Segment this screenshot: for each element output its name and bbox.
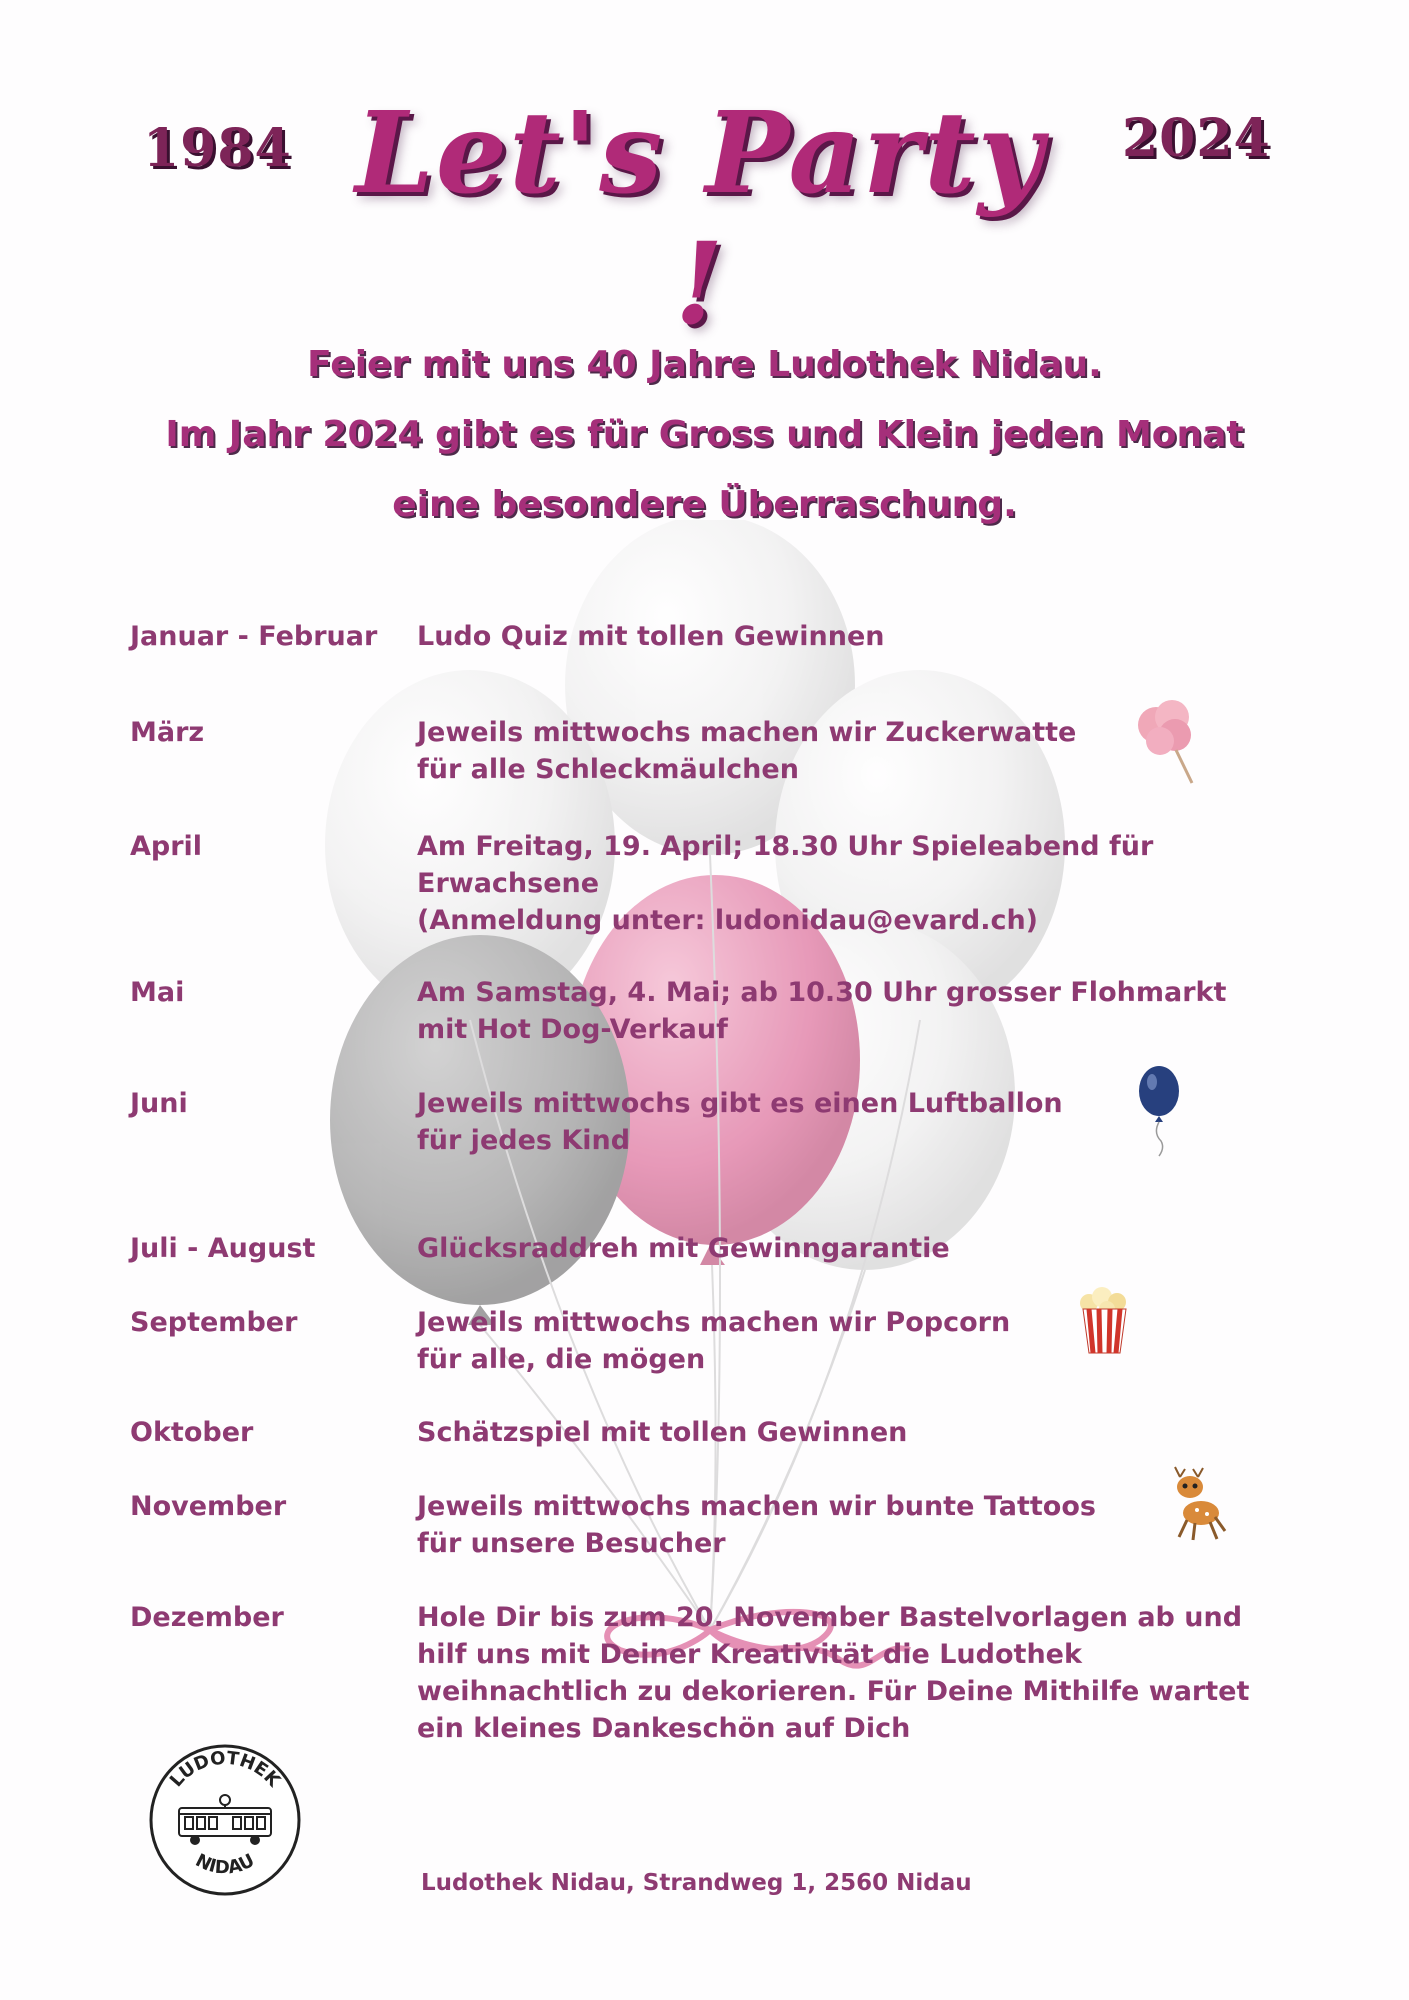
event-description xyxy=(417,1414,1267,1451)
event-line: für alle Schleckmäulchen xyxy=(417,754,799,785)
logo-bottom-text: NIDAU xyxy=(192,1849,258,1879)
intro-line-1: Feier mit uns 40 Jahre Ludothek Nidau. xyxy=(307,344,1102,385)
intro-line-3: eine besondere Überraschung. xyxy=(392,484,1017,525)
month-label: September xyxy=(130,1307,298,1338)
month-label: Juni xyxy=(130,1088,188,1119)
event-line: Am Freitag, 19. April; 18.30 Uhr Spieleabend für xyxy=(417,831,1154,862)
event-line: Am Samstag, 4. Mai; ab 10.30 Uhr grosser Flohmarkt xyxy=(417,977,1227,1008)
event-line: Jeweils mittwochs machen wir bunte Tattoos xyxy=(417,1491,1096,1522)
month-label: Mai xyxy=(130,977,185,1008)
event-description xyxy=(417,1304,1267,1378)
event-line: weihnachtlich zu dekorieren. Für Deine Mithilfe wartet xyxy=(417,1676,1250,1707)
month-label: November xyxy=(130,1491,287,1522)
event-line: Ludo Quiz mit tollen Gewinnen xyxy=(417,621,885,652)
popcorn-icon xyxy=(1077,1287,1132,1357)
event-line: mit Hot Dog-Verkauf xyxy=(417,1014,728,1045)
cotton-candy-icon xyxy=(1130,695,1205,790)
event-line: Glücksraddreh mit Gewinngarantie xyxy=(417,1233,950,1264)
event-line: Jeweils mittwochs gibt es einen Luftballon xyxy=(417,1088,1063,1119)
event-line: für jedes Kind xyxy=(417,1125,631,1156)
event-line: Jeweils mittwochs machen wir Zuckerwatte xyxy=(417,717,1077,748)
event-description xyxy=(417,1488,1267,1562)
logo-top-text: LUDOTHEK xyxy=(165,1747,285,1792)
event-line: Schätzspiel mit tollen Gewinnen xyxy=(417,1417,908,1448)
event-line: hilf uns mit Deiner Kreativität die Ludothek xyxy=(417,1639,1082,1670)
event-line: (Anmeldung unter: ludonidau@evard.ch) xyxy=(417,905,1039,936)
intro-line-2: Im Jahr 2024 gibt es für Gross und Klein jeden Monat xyxy=(165,414,1244,455)
footer-address: Ludothek Nidau, Strandweg 1, 2560 Nidau xyxy=(421,1870,972,1896)
month-label: Januar - Februar xyxy=(130,621,378,652)
event-description xyxy=(417,1230,1267,1267)
event-line: Jeweils mittwochs machen wir Popcorn xyxy=(417,1307,1011,1338)
event-line: für alle, die mögen xyxy=(417,1344,706,1375)
month-label: Juli - August xyxy=(130,1233,316,1264)
event-line: für unsere Besucher xyxy=(417,1528,726,1559)
event-description xyxy=(417,974,1267,1048)
event-description xyxy=(417,1599,1267,1747)
year-start: 1984 xyxy=(143,118,292,179)
event-description xyxy=(417,618,1267,655)
event-description xyxy=(417,828,1267,939)
event-line: Erwachsene xyxy=(417,868,600,899)
month-label: April xyxy=(130,831,203,862)
month-label: März xyxy=(130,717,205,748)
page-title: Let's Party ! xyxy=(355,88,1045,350)
month-label: Dezember xyxy=(130,1602,284,1633)
month-label: Oktober xyxy=(130,1417,254,1448)
year-end: 2024 xyxy=(1122,108,1271,169)
blue-balloon-icon xyxy=(1135,1063,1185,1158)
event-line: ein kleines Dankeschön auf Dich xyxy=(417,1713,911,1744)
fawn-tattoo-icon xyxy=(1165,1465,1230,1545)
ludothek-nidau-logo xyxy=(145,1740,305,1900)
event-line: Hole Dir bis zum 20. November Bastelvorlagen ab und xyxy=(417,1602,1243,1633)
